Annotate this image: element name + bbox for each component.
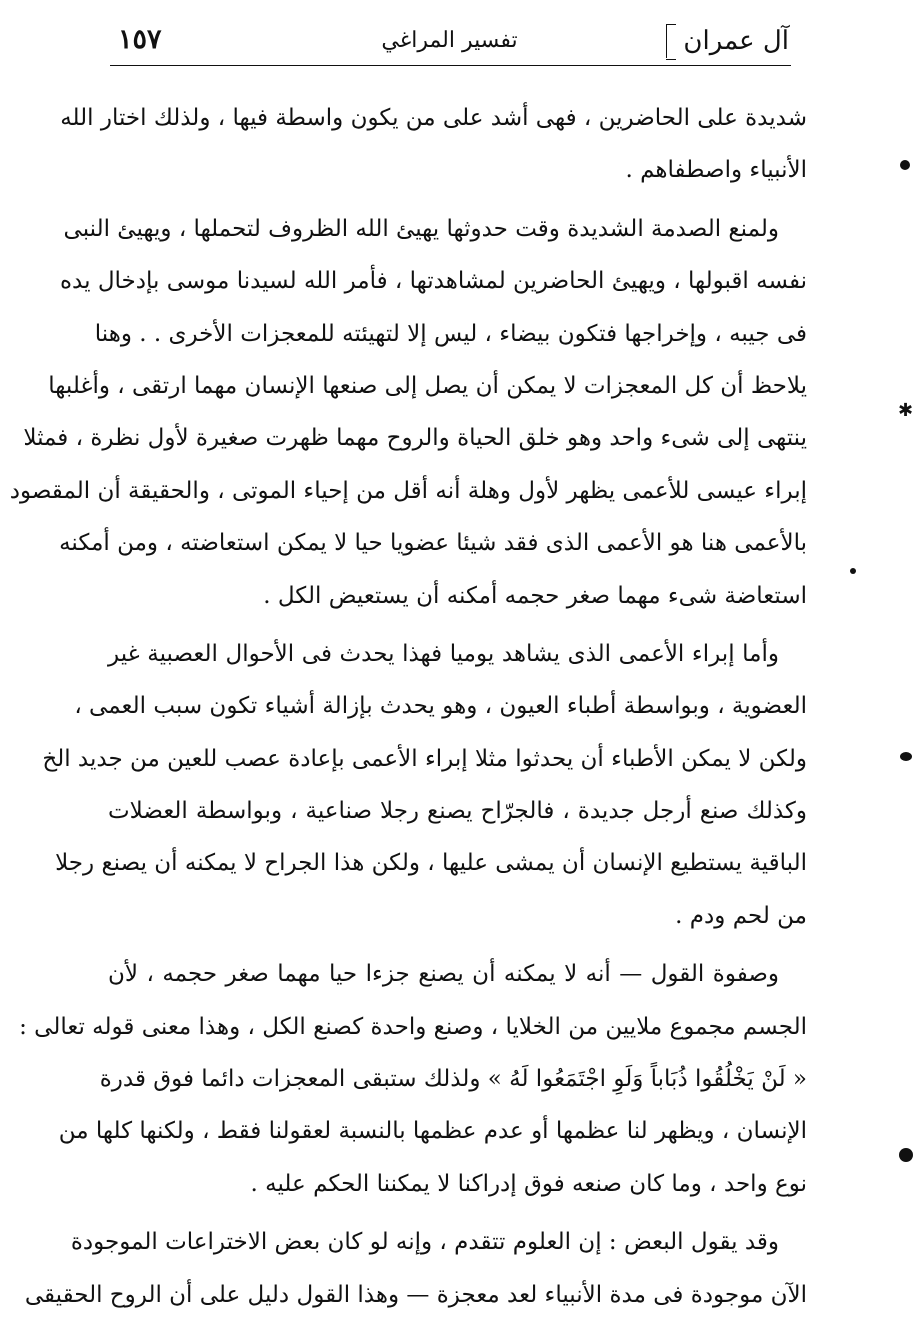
ink-blot	[900, 752, 912, 761]
text-line: استعاضة شىء مهما صغر حجمه أمكنه أن يستعيض الكل .	[263, 582, 807, 609]
ink-speck: ✱	[898, 400, 914, 421]
text-line: ولمنع الصدمة الشديدة وقت حدوثها يهيئ الله الظروف لتحملها ، ويهيئ النبى	[63, 215, 779, 242]
text-line: « لَنْ يَخْلُقُوا ذُبَاباً وَلَوِ اجْتَمَعُوا لَهُ » ولذلك ستبقى المعجزات دائما فوق قدرة	[99, 1066, 807, 1093]
text-line: الباقية يستطيع الإنسان أن يمشى عليها ، ولكن هذا الجراح لا يمكنه أن يصنع رجلا	[55, 850, 807, 877]
text-line: الآن موجودة فى مدة الأنبياء لعد معجزة — وهذا القول دليل على أن الروح الحقيقى	[24, 1281, 807, 1308]
text-line: الجسم مجموع ملايين من الخلايا ، وصنع واحدة كصنع الكل ، وهذا معنى قوله تعالى :	[19, 1013, 807, 1040]
text-line: الإنسان ، ويظهر لنا عظمها أو عدم عظمها بالنسبة لعقولنا فقط ، ولكنها كلها من	[58, 1118, 807, 1145]
text-line: ينتهى إلى شىء واحد وهو خلق الحياة والروح مهما ظهرت صغيرة لأول نظرة ، فمثلا	[23, 425, 807, 452]
page-number: ١٥٧	[118, 24, 162, 55]
text-line: شديدة على الحاضرين ، فهى أشد على من يكون واسطة فيها ، ولذلك اختار الله	[60, 105, 807, 131]
surah-title: آل عمران	[666, 24, 789, 58]
text-line: من لحم ودم .	[675, 902, 807, 929]
book-title: تفسير المراغي	[381, 28, 518, 53]
text-line: إبراء عيسى للأعمى يظهر لأول وهلة أنه أقل من إحياء الموتى ، والحقيقة أن المقصود	[9, 477, 807, 504]
text-line: وكذلك صنع أرجل جديدة ، فالجرّاح يصنع رجلا صناعية ، وبواسطة العضلات	[108, 798, 807, 825]
text-line: وصفوة القول — أنه لا يمكنه أن يصنع جزءا حيا مهما صغر حجمه ، لأن	[108, 961, 779, 988]
text-line: وأما إبراء الأعمى الذى يشاهد يوميا فهذا يحدث فى الأحوال العصبية غير	[108, 640, 779, 667]
paragraph	[42, 628, 807, 942]
page-body	[9, 92, 807, 1327]
ink-speck	[850, 568, 856, 574]
text-line: بالأعمى هنا هو الأعمى الذى فقد شيئا عضويا حيا لا يمكن استعاضته ، ومن أمكنه	[59, 530, 807, 557]
ink-blot	[900, 160, 910, 170]
text-line: يلاحظ أن كل المعجزات لا يمكن أن يصل إلى صنعها الإنسان مهما ارتقى ، وأغلبها	[48, 372, 807, 399]
paragraph	[60, 92, 807, 197]
text-line: نفسه اقبولها ، ويهيئ الحاضرين لمشاهدتها ، فأمر الله لسيدنا موسى بإدخال يده	[60, 268, 807, 295]
text-line: الأنبياء واصطفاهم .	[625, 157, 807, 184]
paragraph	[9, 203, 807, 622]
ink-blot	[899, 1148, 913, 1162]
text-line: العضوية ، وبواسطة أطباء العيون ، وهو يحدث بإزالة أشياء تكون سبب العمى ،	[74, 693, 807, 720]
text-line: فى جيبه ، وإخراجها فتكون بيضاء ، ليس إلا لتهيئته للمعجزات الأخرى . . وهنا	[94, 320, 807, 347]
page-header	[110, 18, 789, 66]
paragraph	[24, 1216, 807, 1321]
text-line: وقد يقول البعض : إن العلوم تتقدم ، وإنه لو كان بعض الاختراعات الموجودة	[70, 1229, 779, 1256]
text-line: نوع واحد ، وما كان صنعه فوق إدراكنا لا يمكننا الحكم عليه .	[250, 1170, 807, 1197]
header-rule	[110, 65, 791, 66]
paragraph	[19, 948, 807, 1210]
text-line: ولكن لا يمكن الأطباء أن يحدثوا مثلا إبراء الأعمى بإعادة عصب للعين من جديد الخ	[42, 745, 807, 772]
